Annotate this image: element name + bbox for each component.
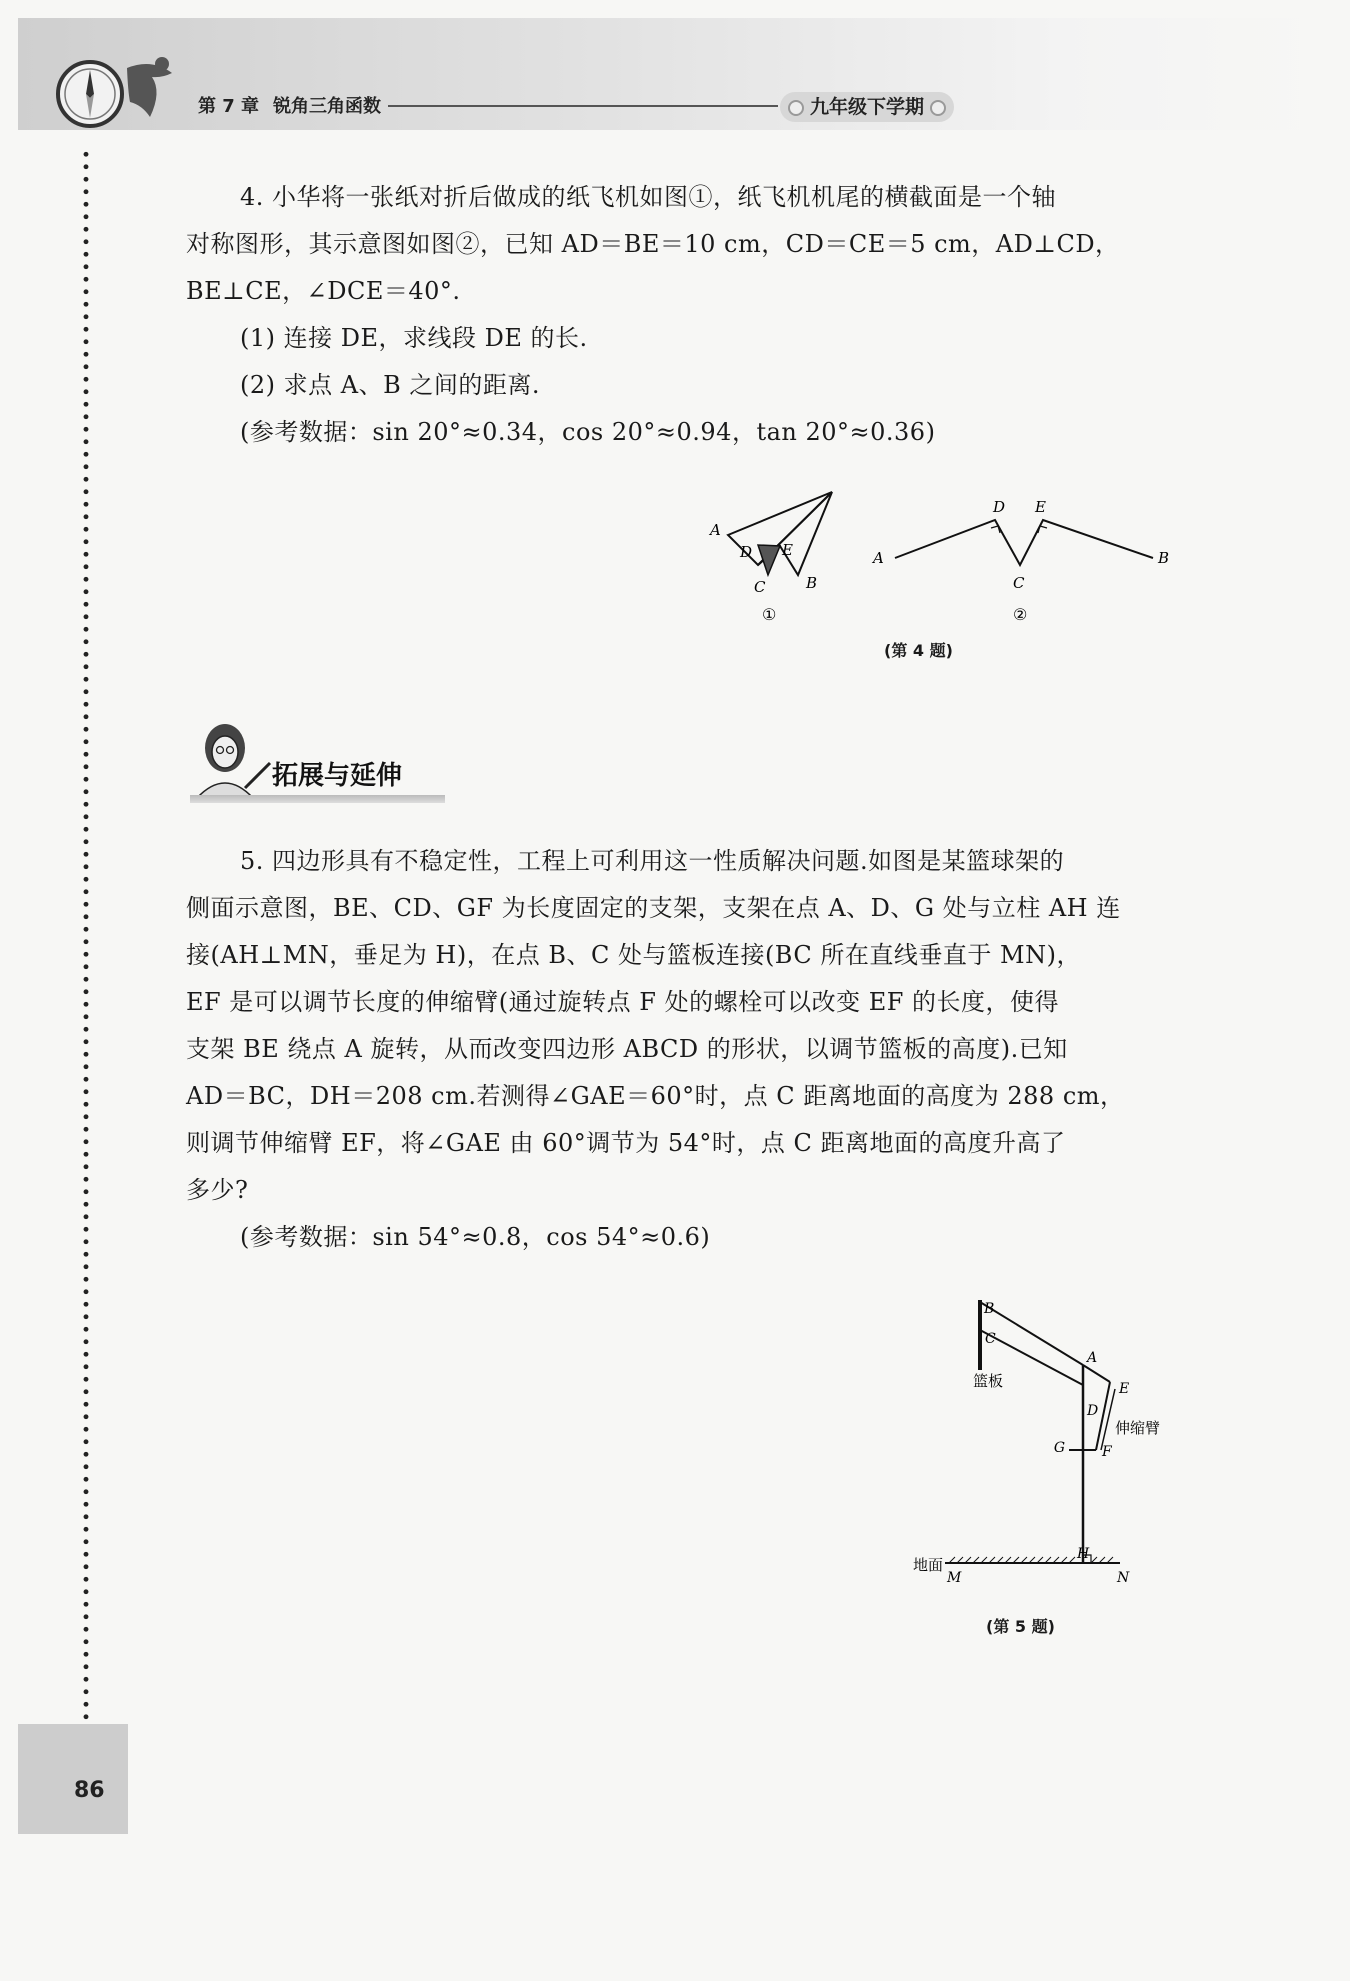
- q4-line: 4. 小华将一张纸对折后做成的纸飞机如图①，纸飞机机尾的横截面是一个轴: [240, 183, 1057, 211]
- fig5-label-n: N: [1117, 1570, 1130, 1586]
- q5-reference-data: (参考数据：sin 54°≈0.8，cos 54°≈0.6): [240, 1223, 711, 1251]
- chapter-number: 第 7 章: [198, 96, 260, 117]
- figure-5-caption: (第 5 题): [986, 1617, 1055, 1636]
- q5-line: AD＝BC，DH＝208 cm.若测得∠GAE＝60°时，点 C 距离地面的高度为 288 cm，: [186, 1082, 1125, 1110]
- q4-reference-data: (参考数据：sin 20°≈0.34，cos 20°≈0.94，tan 20°≈0.36): [240, 418, 936, 446]
- fig2-label-d: D: [993, 498, 1006, 516]
- cross-section-figure: [865, 490, 1185, 630]
- fig5-board-label: 篮板: [973, 1372, 1004, 1390]
- fig5-label-c: C: [985, 1331, 996, 1347]
- fig5-label-f: F: [1102, 1444, 1112, 1460]
- basketball-stand-figure: [905, 1290, 1185, 1610]
- fig5-label-h: H: [1077, 1546, 1090, 1562]
- q5-line: 接(AH⊥MN，垂足为 H)，在点 B、C 处与篮板连接(BC 所在直线垂直于 MN)，: [186, 941, 1081, 969]
- header-rule: [388, 105, 778, 107]
- chapter-topic: 锐角三角函数: [273, 96, 382, 117]
- q5-line: 则调节伸缩臂 EF，将∠GAE 由 60°调节为 54°时，点 C 距离地面的高度升高了: [186, 1129, 1066, 1157]
- compass-runner-logo: [52, 48, 192, 138]
- fig2-label-e: E: [1035, 498, 1046, 516]
- question-5-text: [186, 838, 1176, 1261]
- figure-4-caption: (第 4 题): [884, 641, 953, 660]
- grade-badge: [780, 92, 954, 122]
- page-number: 86: [74, 1778, 105, 1803]
- q5-line: 多少?: [186, 1176, 249, 1204]
- chapter-heading: [198, 92, 381, 118]
- fig1-label-b: B: [806, 574, 818, 592]
- fig2-number: ②: [1013, 605, 1028, 624]
- question-4-text: [186, 174, 1176, 456]
- section-underline: [190, 795, 445, 803]
- fig5-ground-label: 地面: [913, 1556, 944, 1574]
- fig1-number: ①: [762, 605, 777, 624]
- q5-line: 侧面示意图，BE、CD、GF 为长度固定的支架，支架在点 A、D、G 处与立柱 AH 连: [186, 894, 1121, 922]
- fig5-label-e: E: [1119, 1381, 1130, 1397]
- fig2-label-c: C: [1013, 574, 1025, 592]
- q5-line: EF 是可以调节长度的伸缩臂(通过旋转点 F 处的螺栓可以改变 EF 的长度，使得: [186, 988, 1060, 1016]
- q4-line: 对称图形，其示意图如图②，已知 AD＝BE＝10 cm，CD＝CE＝5 cm，AD⊥CD，: [186, 230, 1120, 258]
- fig5-label-a: A: [1087, 1350, 1098, 1366]
- q5-line: 5. 四边形具有不稳定性，工程上可利用这一性质解决问题.如图是某篮球架的: [240, 847, 1065, 875]
- fig5-label-d: D: [1087, 1403, 1099, 1419]
- q4-subquestion-1: (1) 连接 DE，求线段 DE 的长.: [240, 324, 588, 352]
- q4-subquestion-2: (2) 求点 A、B 之间的距离.: [240, 371, 540, 399]
- dotted-margin-line: [83, 148, 89, 1720]
- fig5-label-g: G: [1053, 1440, 1065, 1456]
- q5-line: 支架 BE 绕点 A 旋转，从而改变四边形 ABCD 的形状，以调节篮板的高度).已知: [186, 1035, 1068, 1063]
- section-title: 拓展与延伸: [272, 761, 403, 791]
- fig2-label-a: A: [873, 549, 884, 567]
- fig1-label-d: D: [740, 543, 753, 561]
- page-number-tab: [18, 1724, 128, 1834]
- paper-plane-figure: [700, 480, 850, 630]
- pill-dot-right: [930, 100, 946, 116]
- fig1-label-a: A: [710, 521, 721, 539]
- fig5-label-b: B: [984, 1301, 995, 1317]
- grade-label: 九年级下学期: [810, 96, 925, 118]
- fig1-label-e: E: [782, 541, 793, 559]
- fig5-arm-label: 伸缩臂: [1115, 1419, 1161, 1437]
- fig2-label-b: B: [1158, 549, 1170, 567]
- fig5-label-m: M: [947, 1570, 962, 1586]
- q4-line: BE⊥CE，∠DCE＝40°.: [186, 277, 461, 305]
- pill-dot-left: [788, 100, 804, 116]
- fig1-label-c: C: [754, 578, 766, 596]
